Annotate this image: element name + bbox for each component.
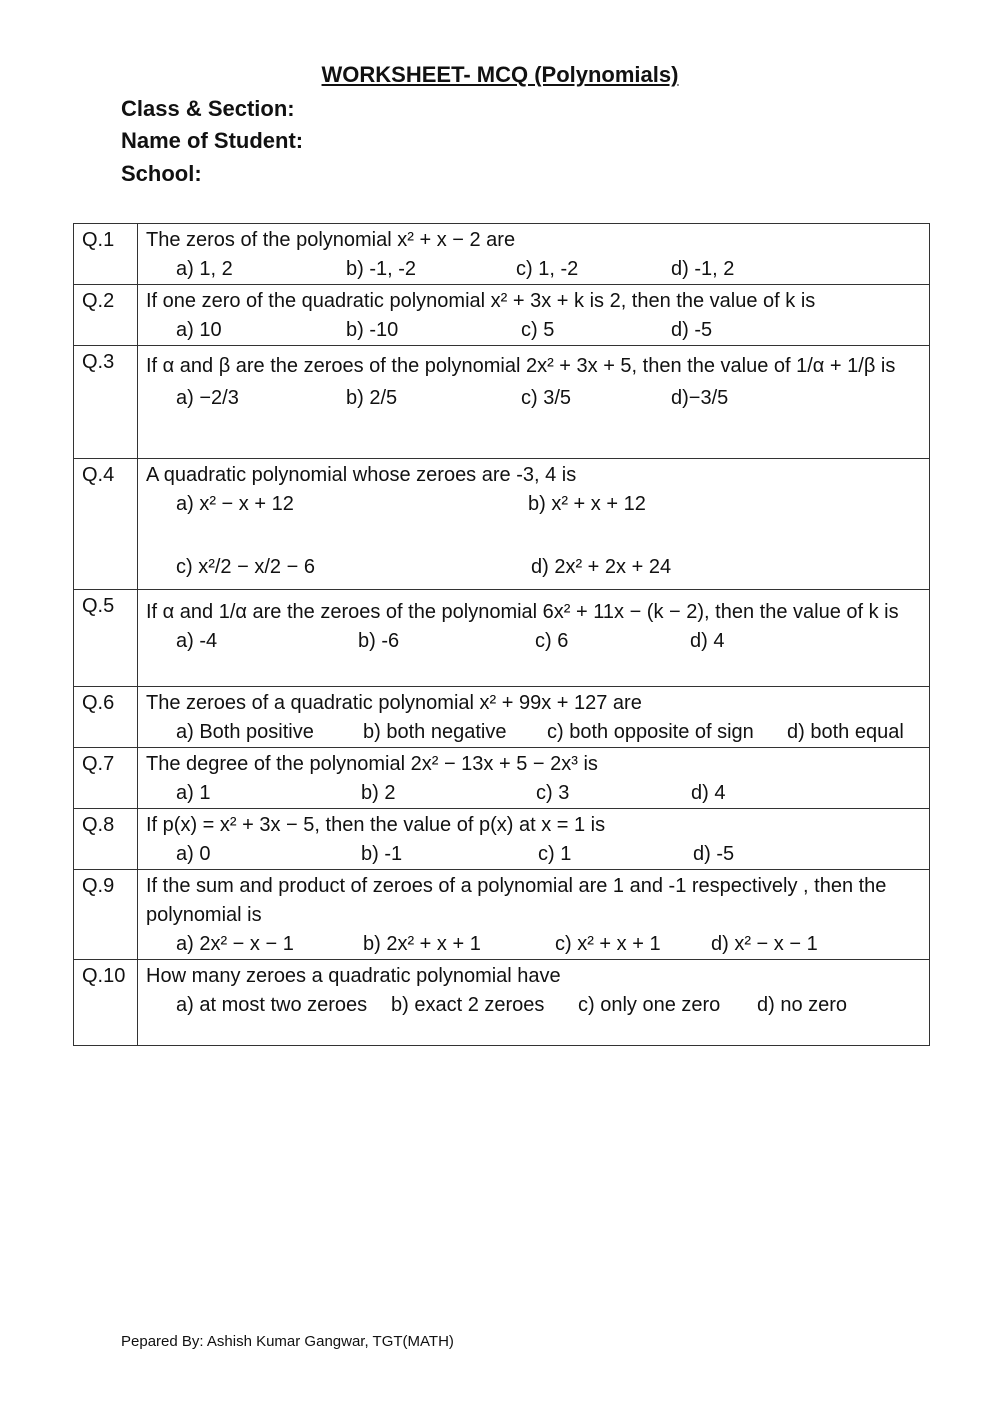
question-stem: The zeroes of a quadratic polynomial x² + 99x + 127 are (146, 692, 642, 714)
question-row (74, 224, 930, 285)
question-number: Q.1 (74, 224, 138, 285)
option-a: a) 0 (176, 843, 211, 865)
option-a: a) 2x² − x − 1 (176, 933, 294, 955)
question-body (138, 870, 930, 960)
question-row (74, 870, 930, 960)
option-b: b) both negative (363, 721, 507, 743)
option-b: b) -6 (358, 630, 400, 652)
question-number: Q.8 (74, 809, 138, 870)
option-c: c) 1 (538, 843, 572, 865)
question-row (74, 459, 930, 590)
options (146, 384, 921, 413)
class-section-label: Class & Section: (121, 96, 295, 121)
question-body (138, 346, 930, 459)
question-number: Q.3 (74, 346, 138, 459)
question-stem: The degree of the polynomial 2x² − 13x + 5 − 2x³ is (146, 753, 598, 775)
question-stem: If the sum and product of zeroes of a polynomial are 1 and -1 respectively , then the polynomial is (146, 875, 887, 926)
question-stem: If α and β are the zeroes of the polynomial 2x² + 3x + 5, then the value of 1/α + 1/β is (146, 355, 896, 377)
question-row (74, 687, 930, 748)
question-body (138, 285, 930, 346)
question-number: Q.4 (74, 459, 138, 590)
option-c: c) x² + x + 1 (555, 933, 661, 955)
question-stem: If p(x) = x² + 3x − 5, then the value of p(x) at x = 1 is (146, 814, 606, 836)
option-b: b) x² + x + 12 (528, 493, 646, 515)
option-c: c) only one zero (578, 994, 721, 1016)
student-name-label: Name of Student: (121, 128, 304, 153)
question-row (74, 285, 930, 346)
option-c: c) 3 (536, 782, 570, 804)
question-body (138, 809, 930, 870)
option-b: b) 2/5 (346, 387, 398, 409)
worksheet-title: WORKSHEET- MCQ (Polynomials) (321, 62, 679, 87)
question-row (74, 960, 930, 1046)
question-body (138, 960, 930, 1046)
question-row (74, 748, 930, 809)
option-c: c) 3/5 (521, 387, 572, 409)
option-a: a) −2/3 (176, 387, 239, 409)
option-c: c) 6 (535, 630, 569, 652)
option-a: a) 1 (176, 782, 211, 804)
options (146, 627, 921, 656)
question-stem: The zeros of the polynomial x² + x − 2 are (146, 229, 516, 251)
options (146, 991, 921, 1020)
option-c: c) 1, -2 (516, 258, 579, 280)
option-b: b) -10 (346, 319, 399, 341)
option-b: b) -1, -2 (346, 258, 417, 280)
option-d: d) -5 (693, 843, 735, 865)
question-number: Q.7 (74, 748, 138, 809)
question-row (74, 809, 930, 870)
options (146, 718, 921, 747)
question-stem: How many zeroes a quadratic polynomial have (146, 965, 561, 987)
question-number: Q.10 (74, 960, 138, 1046)
option-a: a) 1, 2 (176, 258, 233, 280)
options (146, 840, 921, 869)
question-stem: If α and 1/α are the zeroes of the polynomial 6x² + 11x − (k − 2), then the value of k is (146, 601, 899, 623)
option-b: b) exact 2 zeroes (391, 994, 545, 1016)
option-c: c) x²/2 − x/2 − 6 (176, 556, 315, 578)
option-c: c) both opposite of sign (547, 721, 754, 743)
option-d: d) no zero (757, 994, 848, 1016)
option-d: d) 4 (690, 630, 725, 652)
question-row (74, 590, 930, 687)
options (146, 553, 921, 582)
option-d: d) both equal (787, 721, 904, 743)
question-stem: A quadratic polynomial whose zeroes are -3, 4 is (146, 464, 577, 486)
options (146, 930, 921, 959)
option-d: d) 2x² + 2x + 24 (531, 556, 672, 578)
option-c: c) 5 (521, 319, 555, 341)
options (146, 316, 921, 345)
option-b: b) 2 (361, 782, 396, 804)
option-a: a) x² − x + 12 (176, 493, 294, 515)
question-row (74, 346, 930, 459)
question-body (138, 459, 930, 590)
question-body (138, 590, 930, 687)
question-stem: If one zero of the quadratic polynomial x² + 3x + k is 2, then the value of k is (146, 290, 816, 312)
option-a: a) Both positive (176, 721, 314, 743)
option-d: d) 4 (691, 782, 726, 804)
option-b: b) 2x² + x + 1 (363, 933, 481, 955)
question-body (138, 687, 930, 748)
question-number: Q.5 (74, 590, 138, 687)
school-label: School: (121, 161, 202, 186)
option-a: a) 10 (176, 319, 222, 341)
options (146, 490, 921, 519)
option-d: d)−3/5 (671, 387, 729, 409)
footer-credit: Pepared By: Ashish Kumar Gangwar, TGT(MATH) (121, 1333, 454, 1350)
option-d: d) -5 (671, 319, 713, 341)
question-body (138, 748, 930, 809)
options (146, 779, 921, 808)
option-a: a) -4 (176, 630, 218, 652)
question-number: Q.2 (74, 285, 138, 346)
question-body (138, 224, 930, 285)
option-d: d) x² − x − 1 (711, 933, 818, 955)
option-a: a) at most two zeroes (176, 994, 368, 1016)
option-b: b) -1 (361, 843, 403, 865)
options (146, 255, 921, 284)
question-number: Q.6 (74, 687, 138, 748)
question-number: Q.9 (74, 870, 138, 960)
option-d: d) -1, 2 (671, 258, 735, 280)
questions-table (73, 223, 930, 1046)
